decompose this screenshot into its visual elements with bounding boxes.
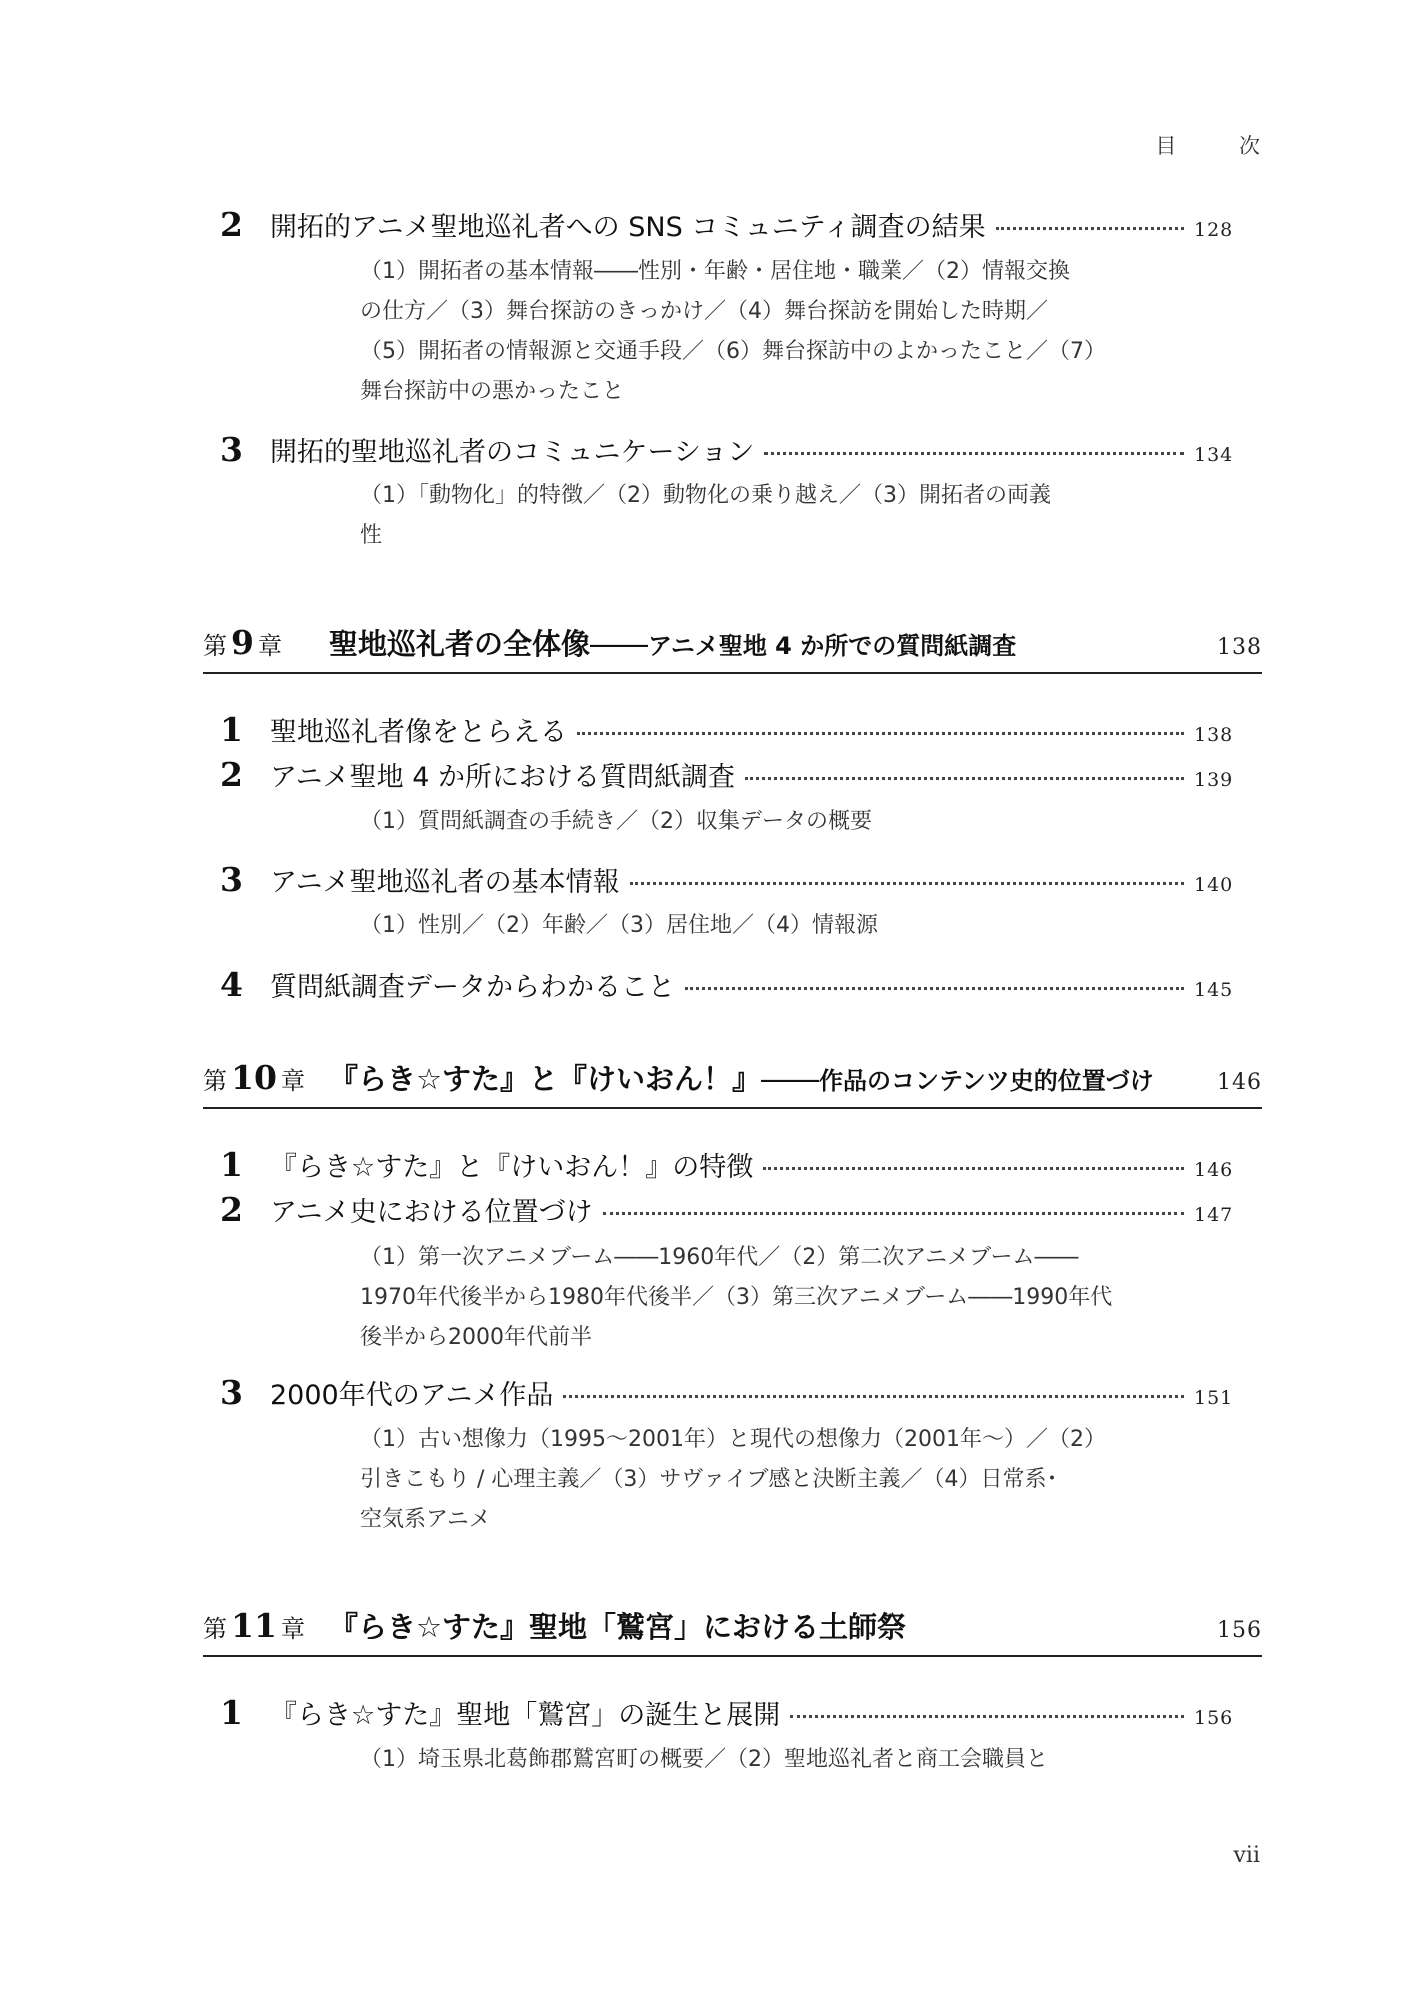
subsection-line: （5）開拓者の情報源と交通手段／（6）舞台探訪中のよかったこと／（7） [360,339,1106,364]
subsection-line: （1）開拓者の基本情報――性別・年齢・居住地・職業／（2）情報交換 [360,259,1070,284]
section-number: 1 [220,710,243,749]
section-number: 2 [220,755,243,794]
subsection-line: （1）埼玉県北葛飾郡鷲宮町の概要／（2）聖地巡礼者と商工会職員と [360,1747,1048,1772]
toc-entry[interactable] [220,755,1234,794]
subsection-list [360,476,1172,556]
toc-entry[interactable] [220,860,1234,899]
section-title: 開拓的聖地巡礼者のコミュニケーション [270,437,755,468]
subsection-line: 引きこもり / 心理主義／（3）サヴァイブ感と決断主義／（4）日常系･ [360,1467,1058,1492]
section-number: 1 [220,1145,243,1184]
subsection-list [360,1740,1172,1780]
chapter-subtitle: アニメ聖地 4 か所での質問紙調査 [648,632,1017,660]
section-title: 『らき☆すた』聖地「鷲宮」の誕生と展開 [270,1700,781,1731]
section-title: アニメ史における位置づけ [270,1197,593,1228]
section-title: アニメ聖地 4 か所における質問紙調査 [270,762,735,793]
chapter-label: 第 10 章 [203,1058,305,1097]
subsection-line: 空気系アニメ [360,1507,491,1532]
chapter-number: 10 [231,1058,277,1097]
chapter-heading-10[interactable] [203,1057,1262,1109]
subsection-line: 1970年代後半から1980年代後半／（3）第三次アニメブーム――1990年代 [360,1285,1113,1310]
dot-leader [577,732,1184,735]
subsection-list [360,906,1172,946]
toc-entry[interactable] [220,1145,1234,1184]
section-title: 開拓的アニメ聖地巡礼者への SNS コミュニティ調査の結果 [270,212,986,243]
subsection-line: 後半から2000年代前半 [360,1325,592,1350]
chapter-heading-11[interactable] [203,1605,1262,1657]
subsection-line: （1）「動物化」的特徴／（2）動物化の乗り越え／（3）開拓者の両義 [360,483,1051,508]
toc-entry[interactable] [220,965,1234,1004]
subsection-line: 舞台探訪中の悪かったこと [360,379,625,404]
dot-leader [563,1395,1184,1398]
page-number: 156 [1194,1707,1234,1729]
section-number: 2 [220,205,243,244]
chapter-title: 聖地巡礼者の全体像――アニメ聖地 4 か所での質問紙調査 [329,627,1017,661]
subsection-list [360,252,1172,412]
chapter-label: 第 11 章 [203,1606,305,1645]
subsection-line: 性 [360,523,383,548]
subsection-line: （1）性別／（2）年齢／（3）居住地／（4）情報源 [360,913,878,938]
page-number: 139 [1194,769,1234,791]
section-title: 質問紙調査データからわかること [270,972,675,1003]
toc-entry[interactable] [220,1693,1234,1732]
section-title: 2000年代のアニメ作品 [270,1380,554,1411]
subsection-list [360,802,1172,842]
toc-entry[interactable] [220,710,1234,749]
subsection-line: の仕方／（3）舞台探訪のきっかけ／（4）舞台探訪を開始した時期／ [360,299,1048,324]
subsection-line: （1）質問紙調査の手続き／（2）収集データの概要 [360,809,872,834]
page-folio: vii [1233,1843,1260,1868]
chapter-page-number: 146 [1217,1070,1262,1095]
section-number: 3 [220,1373,243,1412]
subsection-line: （1）第一次アニメブーム――1960年代／（2）第二次アニメブーム―― [360,1245,1079,1270]
dot-leader [764,452,1184,455]
section-number: 3 [220,430,243,469]
section-title: 聖地巡礼者像をとらえる [270,717,567,748]
chapter-title: 『らき☆すた』と『けいおん！』――作品のコンテンツ史的位置づけ [329,1062,1154,1096]
section-number: 1 [220,1693,243,1732]
dot-leader [603,1212,1184,1215]
chapter-title: 『らき☆すた』聖地「鷲宮」における土師祭 [329,1610,906,1644]
subsection-list [360,1420,1172,1540]
page-number: 138 [1194,724,1234,746]
chapter-page-number: 156 [1217,1618,1262,1643]
dot-leader [745,777,1184,780]
page-number: 151 [1194,1387,1234,1409]
chapter-heading-9[interactable] [203,622,1262,674]
dot-leader [630,882,1184,885]
toc-entry[interactable] [220,1373,1234,1412]
chapter-subtitle: 作品のコンテンツ史的位置づけ [819,1067,1154,1095]
page-number: 128 [1194,219,1234,241]
dot-leader [685,987,1184,990]
dot-leader [763,1167,1184,1170]
page-number: 147 [1194,1204,1234,1226]
subsection-list [360,1238,1172,1358]
page-number: 145 [1194,979,1234,1001]
page-number: 134 [1194,444,1234,466]
dot-leader [996,227,1184,230]
subsection-line: （1）古い想像力（1995～2001年）と現代の想像力（2001年～）／（2） [360,1427,1106,1452]
section-title: 『らき☆すた』と『けいおん！』の特徴 [270,1152,754,1183]
section-title: アニメ聖地巡礼者の基本情報 [270,867,620,898]
section-number: 3 [220,860,243,899]
toc-entry[interactable] [220,430,1234,469]
page-number: 146 [1194,1159,1234,1181]
chapter-number: 9 [231,623,254,662]
running-head: 目 次 [1155,134,1288,158]
toc-entry[interactable] [220,1190,1234,1229]
chapter-label: 第 9 章 [203,623,282,662]
toc-entry[interactable] [220,205,1234,244]
section-number: 2 [220,1190,243,1229]
page-number: 140 [1194,874,1234,896]
chapter-page-number: 138 [1217,635,1262,660]
dot-leader [790,1715,1184,1718]
section-number: 4 [220,965,243,1004]
chapter-number: 11 [231,1606,277,1645]
